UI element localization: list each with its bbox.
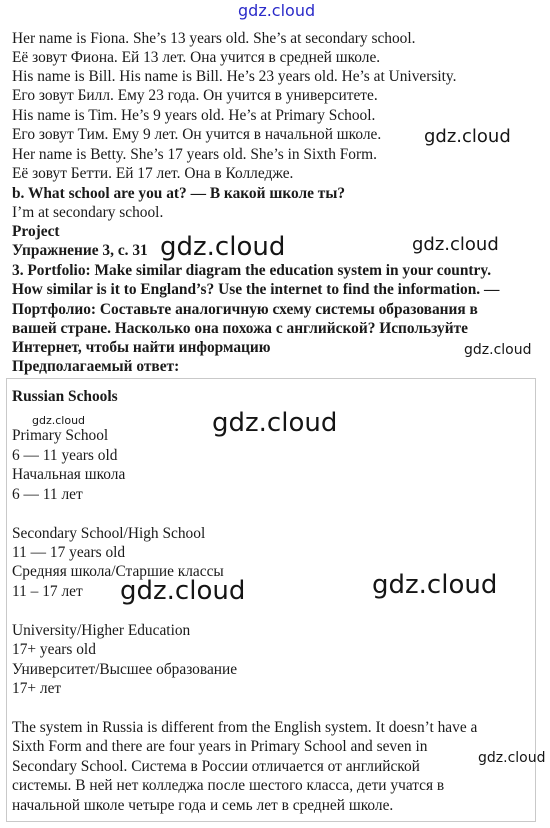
primary-line: 6 — 11 лет — [12, 486, 83, 503]
conclusion-line: Sixth Form and there are four years in Primary School and seven in — [12, 738, 428, 755]
secondary-line: Secondary School/High School — [12, 525, 206, 542]
watermark-top: gdz.cloud — [238, 1, 316, 20]
portfolio-task-line: Интернет, чтобы найти информацию — [12, 339, 271, 356]
watermark: gdz.cloud — [160, 232, 286, 262]
conclusion-line: начальной школе четыре года и семь лет в средней школе. — [12, 797, 394, 814]
watermark: gdz.cloud — [424, 126, 511, 147]
text-line: His name is Tim. He’s 9 years old. He’s at Primary School. — [12, 107, 376, 124]
question-b: b. What school are you at? — В какой школе ты? — [12, 185, 346, 202]
conclusion-line: Secondary School. Система в России отличается от английской — [12, 758, 420, 775]
answer-b: I’m at secondary school. — [12, 204, 164, 221]
watermark: gdz.cloud — [120, 576, 246, 606]
box-title: Russian Schools — [12, 388, 118, 405]
text-line: Его зовут Билл. Ему 23 года. Он учится в университете. — [12, 87, 378, 104]
text-line: Her name is Fiona. She’s 13 years old. She’s at secondary school. — [12, 30, 416, 47]
secondary-line: Средняя школа/Старшие классы — [12, 563, 224, 580]
watermark: gdz.cloud — [464, 342, 532, 358]
text-line: Her name is Betty. She’s 17 years old. She’s in Sixth Form. — [12, 146, 377, 163]
exercise-ref: Упражнение 3, с. 31 — [12, 242, 148, 259]
watermark: gdz.cloud — [478, 750, 546, 766]
conclusion-line: The system in Russia is different from the English system. It doesn’t have a — [12, 719, 478, 736]
university-line: Университет/Высшее образование — [12, 661, 238, 678]
secondary-line: 11 – 17 лет — [12, 583, 83, 600]
secondary-line: 11 — 17 years old — [12, 544, 126, 561]
portfolio-task-line: Портфолио: Составьте аналогичную схему системы образования в — [12, 301, 478, 318]
primary-line: Начальная школа — [12, 466, 126, 483]
text-line: Её зовут Фиона. Ей 13 лет. Она учится в средней школе. — [12, 49, 381, 66]
portfolio-task-line: 3. Portfolio: Make similar diagram the education system in your country. — [12, 262, 492, 279]
portfolio-task-line: How similar is it to England’s? Use the internet to find the information. — — [12, 281, 500, 298]
conclusion-line: системы. В ней нет колледжа после шестого класса, дети учатся в — [12, 777, 445, 794]
watermark: gdz.cloud — [212, 408, 338, 438]
project-heading: Project — [12, 223, 60, 240]
watermark: gdz.cloud — [412, 234, 499, 255]
university-line: 17+ лет — [12, 680, 62, 697]
university-line: 17+ years old — [12, 641, 96, 658]
primary-line: 6 — 11 years old — [12, 447, 118, 464]
expected-answer-label: Предполагаемый ответ: — [12, 358, 180, 375]
watermark: gdz.cloud — [372, 570, 498, 600]
portfolio-task-line: вашей стране. Насколько она похожа с английской? Используйте — [12, 320, 468, 337]
text-line: Его зовут Тим. Ему 9 лет. Он учится в начальной школе. — [12, 126, 382, 143]
primary-line: Primary School — [12, 427, 109, 444]
watermark: gdz.cloud — [32, 414, 86, 427]
text-line: Её зовут Бетти. Ей 17 лет. Она в Колледже. — [12, 165, 294, 182]
university-line: University/Higher Education — [12, 622, 191, 639]
text-line: His name is Bill. His name is Bill. He’s 23 years old. He’s at University. — [12, 68, 457, 85]
